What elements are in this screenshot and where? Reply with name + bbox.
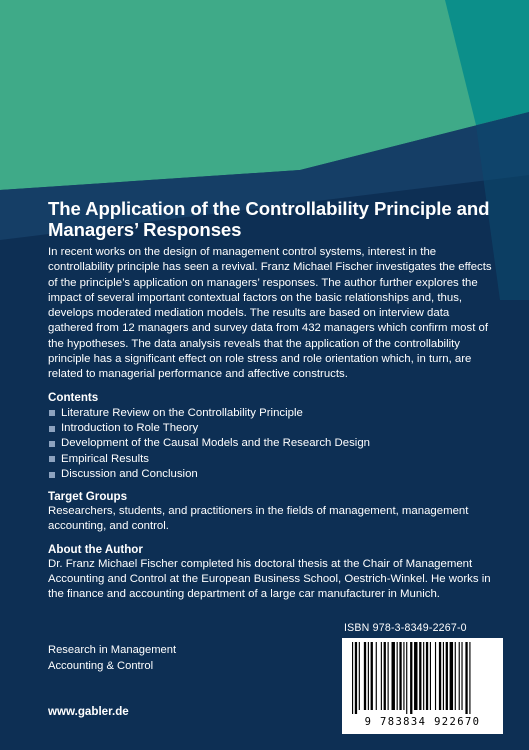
list-item bbox=[48, 436, 496, 451]
contents-item-label: Development of the Causal Models and the Research Design bbox=[61, 437, 370, 450]
barcode-bar bbox=[469, 642, 470, 714]
main-text-block bbox=[48, 198, 496, 603]
barcode-bar bbox=[359, 642, 360, 710]
barcode-bar bbox=[397, 642, 398, 710]
square-bullet-icon bbox=[49, 456, 55, 462]
barcode-bar bbox=[414, 642, 417, 710]
barcode-bar bbox=[355, 642, 357, 714]
barcode-bar bbox=[450, 642, 453, 710]
square-bullet-icon bbox=[49, 410, 55, 416]
list-item bbox=[48, 467, 496, 482]
barcode-bar bbox=[423, 642, 424, 710]
contents-item-label: Empirical Results bbox=[61, 452, 149, 465]
barcode-bar bbox=[446, 642, 448, 710]
series-name bbox=[48, 643, 176, 674]
list-item bbox=[48, 406, 496, 421]
barcode-bar bbox=[368, 642, 369, 710]
about-author-heading: About the Author bbox=[48, 542, 143, 556]
barcode-bar bbox=[388, 642, 389, 710]
barcode-bar bbox=[455, 642, 456, 710]
contents-item-label: Literature Review on the Controllability Principle bbox=[61, 406, 303, 419]
contents-item-label: Discussion and Conclusion bbox=[61, 467, 198, 480]
list-item bbox=[48, 421, 496, 436]
book-description: In recent works on the design of management control systems, interest in the controllability principle has seen a revival. Franz Michael Fischer investigates the effects of the principle’s application on managers’ responses. The author further explores the impact of several important contextual factors on the basic relationships and, thus, develops moderated mediation models. The results are based on interview data gathered from 12 managers and survey data from 432 managers which confirm most of the hypotheses. The data analysis reveals that the application of the controllability principle has a significant effect on role stress and role orientation which, in turn, are related to managerial performance and affective constructs. bbox=[48, 246, 492, 381]
about-author-text: Dr. Franz Michael Fischer completed his doctoral thesis at the Chair of Management Accounting and Control at the European Business School, Oestrich-Winkel. He works in the finance and accounting department of a large car manufacturer in Munich. bbox=[48, 557, 491, 601]
barcode-bars bbox=[350, 642, 495, 716]
barcode-bar bbox=[384, 642, 386, 710]
square-bullet-icon bbox=[49, 426, 55, 432]
book-title: The Application of the Controllability Principle and Managers’ Responses bbox=[48, 198, 490, 240]
barcode-bar bbox=[376, 642, 377, 710]
publisher-website: www.gabler.de bbox=[48, 705, 129, 718]
list-item bbox=[48, 452, 496, 467]
barcode-bar bbox=[430, 642, 431, 710]
barcode-bar bbox=[419, 642, 421, 710]
contents-item-label: Introduction to Role Theory bbox=[61, 421, 199, 434]
contents-heading: Contents bbox=[48, 390, 99, 404]
barcode-digits: 9 783834 922670 bbox=[364, 716, 481, 728]
barcode-bar bbox=[352, 642, 353, 714]
barcode bbox=[342, 638, 503, 734]
barcode-bar bbox=[465, 642, 467, 714]
isbn-label: ISBN 978-3-8349-2267-0 bbox=[344, 622, 467, 634]
contents-list bbox=[48, 406, 496, 482]
square-bullet-icon bbox=[49, 472, 55, 478]
barcode-bar bbox=[364, 642, 366, 710]
series-line-1: Research in Management bbox=[48, 644, 177, 656]
barcode-bar bbox=[459, 642, 460, 710]
target-groups-heading: Target Groups bbox=[48, 490, 128, 504]
barcode-bar bbox=[403, 642, 404, 710]
barcode-bar bbox=[406, 642, 407, 714]
square-bullet-icon bbox=[49, 441, 55, 447]
barcode-bar bbox=[443, 642, 444, 710]
target-groups-text: Researchers, students, and practitioners in the fields of management, management accounting, and control. bbox=[48, 505, 469, 533]
barcode-bar bbox=[426, 642, 428, 710]
barcode-bar bbox=[371, 642, 373, 710]
barcode-bar bbox=[381, 642, 382, 710]
series-line-2: Accounting & Control bbox=[48, 659, 154, 672]
barcode-bar bbox=[439, 642, 441, 710]
barcode-bar bbox=[410, 642, 412, 714]
barcode-bar bbox=[435, 642, 436, 710]
barcode-bar bbox=[461, 642, 462, 710]
barcode-bar bbox=[392, 642, 395, 710]
barcode-bar bbox=[399, 642, 401, 710]
